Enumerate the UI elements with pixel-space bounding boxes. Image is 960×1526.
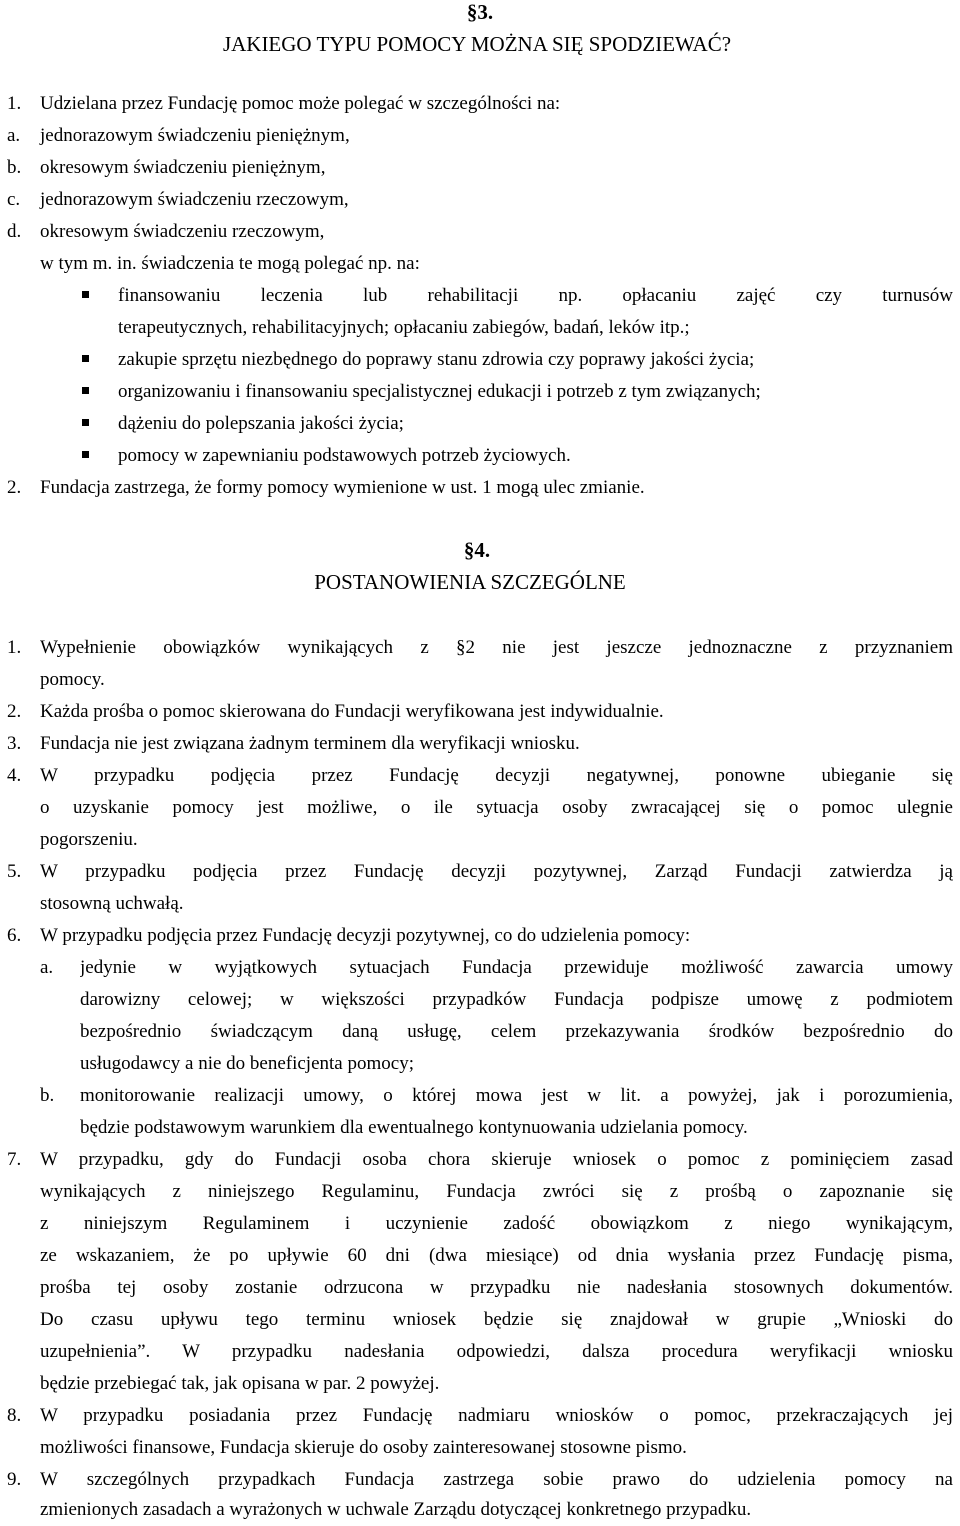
list-item-continuation: wynikających z niniejszego Regulaminu, Fundacja zwróci się z prośbą o zapoznanie się: [40, 1181, 953, 1202]
section-4-title: POSTANOWIENIA SZCZEGÓLNE: [314, 570, 626, 594]
sub-item-b: b. okresowym świadczeniu pieniężnym,: [7, 157, 326, 178]
square-bullet-icon: [82, 387, 89, 394]
list-item-continuation: pogorszeniu.: [40, 829, 138, 850]
sub-item-a: a. jedynie w wyjątkowych sytuacjach Fundacja przewiduje możliwość zawarcia umowy: [40, 957, 953, 978]
bullet-item: dążeniu do polepszania jakości życia;: [0, 408, 960, 440]
sub-item-d: d. okresowym świadczeniu rzeczowym,: [7, 221, 325, 242]
list-item: 5. W przypadku podjęcia przez Fundację decyzji pozytywnej, Zarząd Fundacji zatwierdza ją: [7, 861, 953, 882]
list-item: 1. Wypełnienie obowiązków wynikających z §2 nie jest jeszcze jednoznaczne z przyznaniem: [7, 637, 953, 658]
section-3-title: JAKIEGO TYPU POMOCY MOŻNA SIĘ SPODZIEWAĆ?: [222, 32, 732, 56]
square-bullet-icon: [82, 451, 89, 458]
list-item: 8. W przypadku posiadania przez Fundację nadmiaru wniosków o pomoc, przekraczających jej: [7, 1405, 953, 1426]
list-item: 3. Fundacja nie jest związana żadnym terminem dla weryfikacji wniosku.: [7, 733, 580, 754]
list-item-continuation: o uzyskanie pomocy jest możliwe, o ile sytuacja osoby zwracającej się o pomoc ulegnie: [40, 797, 953, 818]
list-item-continuation: prośba tej osoby zostanie odrzucona w przypadku nie nadesłania stosownych dokumentów.: [40, 1277, 953, 1298]
section-3-heading: §3.: [466, 0, 494, 24]
list-item: 1. Udzielana przez Fundację pomoc może polegać w szczególności na:: [7, 93, 561, 114]
bullet-item: finansowaniu leczenia lub rehabilitacji np. opłacaniu zajęć czy turnusów: [0, 280, 960, 312]
list-item: 2. Każda prośba o pomoc skierowana do Fundacji weryfikowana jest indywidualnie.: [7, 701, 664, 722]
bullet-item: pomocy w zapewnianiu podstawowych potrzeb życiowych.: [0, 440, 960, 472]
sub-item-continuation: usługodawcy a nie do beneficjenta pomocy;: [80, 1053, 414, 1074]
list-item: 9. W szczególnych przypadkach Fundacja zastrzega sobie prawo do udzielenia pomocy na: [7, 1469, 953, 1490]
sub-item-c: c. jednorazowym świadczeniu rzeczowym,: [7, 189, 349, 210]
bullet-item-continuation: terapeutycznych, rehabilitacyjnych; opłacaniu zabiegów, badań, leków itp.;: [118, 317, 690, 338]
list-item: 7. W przypadku, gdy do Fundacji osoba chora skieruje wniosek o pomoc z pominięciem zasad: [7, 1149, 953, 1170]
sub-item-continuation: będzie podstawowym warunkiem dla ewentualnego kontynuowania udzielania pomocy.: [80, 1117, 748, 1138]
list-item-continuation: ze wskazaniem, że po upływie 60 dni (dwa miesiące) od dnia wysłania przez Fundację pisma,: [40, 1245, 953, 1266]
list-item-continuation: uzupełnienia”. W przypadku nadesłania odpowiedzi, dalsza procedura weryfikacji wniosku: [40, 1341, 953, 1362]
sub-item-continuation: bezpośrednio świadczącym daną usługę, celem przekazywania środków bezpośrednio do: [80, 1021, 953, 1042]
bullet-item: zakupie sprzętu niezbędnego do poprawy stanu zdrowia czy poprawy jakości życia;: [0, 344, 960, 376]
list-item: 2. Fundacja zastrzega, że formy pomocy wymienione w ust. 1 mogą ulec zmianie.: [7, 477, 645, 498]
list-item-continuation: możliwości finansowe, Fundacja skieruje do osoby zainteresowanej stosowne pismo.: [40, 1437, 687, 1458]
sub-item-a: a. jednorazowym świadczeniu pieniężnym,: [7, 125, 350, 146]
list-item: 6. W przypadku podjęcia przez Fundację decyzji pozytywnej, co do udzielenia pomocy:: [7, 925, 691, 946]
intro-text: w tym m. in. świadczenia te mogą polegać np. na:: [40, 253, 420, 274]
list-item-continuation: Do czasu upływu tego terminu wniosek będzie się znajdował w grupie „Wnioski do: [40, 1309, 953, 1330]
list-item-continuation: pomocy.: [40, 669, 105, 690]
square-bullet-icon: [82, 291, 89, 298]
list-item-continuation: z niniejszym Regulaminem i uczynienie zadość obowiązkom z niego wynikającym,: [40, 1213, 953, 1234]
sub-item-continuation: darowizny celowej; w większości przypadków Fundacja podpisze umowę z podmiotem: [80, 989, 953, 1010]
list-item-continuation: stosowną uchwałą.: [40, 893, 184, 914]
sub-item-b: b. monitorowanie realizacji umowy, o której mowa jest w lit. a powyżej, jak i porozumienia,: [40, 1085, 953, 1106]
list-item-continuation: zmienionych zasadach a wyrażonych w uchwale Zarządu dotyczącej konkretnego przypadku.: [40, 1499, 752, 1520]
list-item: 4. W przypadku podjęcia przez Fundację decyzji negatywnej, ponowne ubieganie się: [7, 765, 953, 786]
bullet-item: organizowaniu i finansowaniu specjalistycznej edukacji i potrzeb z tym związanych;: [0, 376, 960, 408]
list-item-continuation: będzie przebiegać tak, jak opisana w par. 2 powyżej.: [40, 1373, 440, 1394]
square-bullet-icon: [82, 419, 89, 426]
section-4-heading: §4.: [463, 538, 491, 562]
square-bullet-icon: [82, 355, 89, 362]
